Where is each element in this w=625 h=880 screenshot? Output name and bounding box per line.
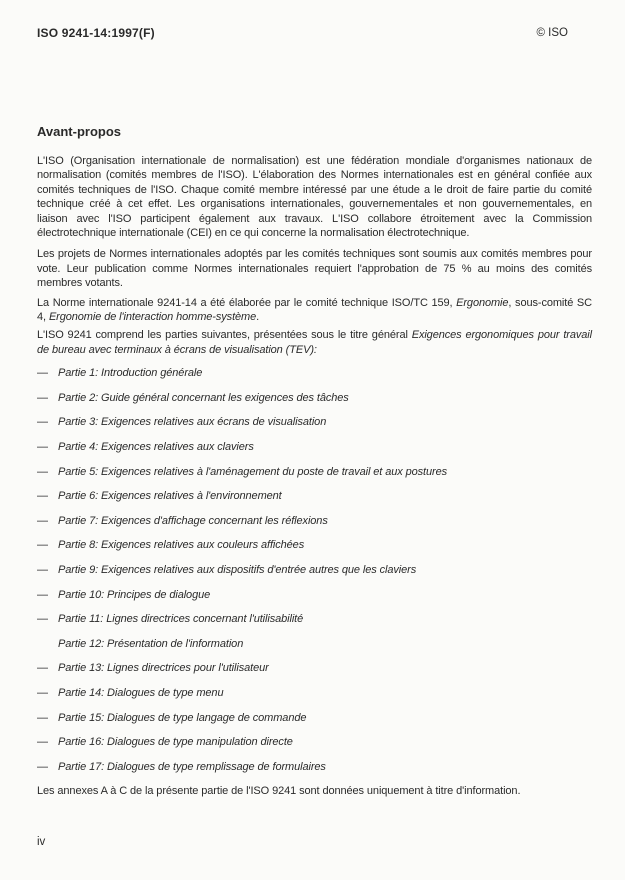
copyright-notice: © ISO [536, 27, 568, 39]
list-dash: — [37, 564, 48, 577]
text-run: La Norme internationale 9241-14 a été élaborée par le comité technique ISO/TC 159, [37, 296, 457, 309]
italic-run: Exigences ergonomiques pour travail de bureau avec terminaux à écrans de visualisation (TEV): [37, 329, 592, 356]
list-dash: — [37, 465, 48, 478]
list-item-label: Partie 4: Exigences relatives aux claviers [58, 441, 254, 454]
list-dash: — [37, 391, 48, 404]
list-item [37, 760, 592, 774]
parts-list [37, 366, 592, 774]
list-dash: — [37, 367, 48, 380]
list-item [37, 366, 592, 380]
list-item-label: Partie 14: Dialogues de type menu [58, 687, 224, 699]
paragraph-parts-intro [37, 328, 592, 357]
list-dash: — [37, 539, 48, 552]
section-title: Avant-propos [37, 124, 122, 139]
list-item [37, 661, 592, 675]
list-dash: — [37, 687, 48, 699]
list-item [37, 391, 592, 405]
paragraph-voting: Les projets de Normes internationales adoptés par les comités techniques sont soumis aux comités membres pour vote. Leur publication comme Normes internationales requiert l'approbation de 75 % au moins des comités membres votants. [37, 248, 592, 290]
list-dash: — [37, 760, 48, 773]
doc-reference: ISO 9241-14:1997(F) [37, 26, 155, 40]
list-dash: — [37, 736, 48, 749]
list-item [37, 465, 592, 479]
list-item-label: Partie 6: Exigences relatives à l'environnement [58, 490, 282, 503]
list-item-label: Partie 9: Exigences relatives aux dispositifs d'entrée autres que les claviers [58, 564, 417, 577]
list-item [37, 563, 592, 577]
list-item-label: Partie 7: Exigences d'affichage concernant les réflexions [58, 514, 328, 527]
page-header [37, 26, 592, 40]
list-item-label: Partie 16: Dialogues de type manipulation directe [58, 736, 293, 749]
paragraph-intro-iso: L'ISO (Organisation internationale de normalisation) est une fédération mondiale d'organismes nationaux de normalisation (comités membres de l'ISO). L'élaboration des Normes internationales est en général confiée aux comités techniques de l'ISO. Chaque comité membre intéressé par une étude a le droit de faire partie du comité technique créé à cet effet. Les organisations internationales, gouvernementales et non gouvernementales, en liaison avec l'ISO participent également aux travaux. L'ISO collabore étroitement avec la Commission électrotechnique internationale (CEI) en ce qui concerne la normalisation électrotechnique. [37, 155, 592, 240]
list-item-label: Partie 12: Présentation de l'information [58, 637, 244, 650]
list-item-label: Partie 2: Guide général concernant les exigences des tâches [58, 391, 349, 404]
list-item [37, 514, 592, 528]
list-item [37, 686, 592, 700]
list-item [37, 711, 592, 725]
list-item-label: Partie 10: Principes de dialogue [58, 588, 211, 601]
list-item [37, 489, 592, 503]
list-item [37, 415, 592, 429]
list-item-label: Partie 8: Exigences relatives aux couleurs affichées [58, 539, 305, 552]
list-item [37, 735, 592, 749]
list-item-label: Partie 11: Lignes directrices concernant l'utilisabilité [58, 613, 304, 626]
list-item [37, 612, 592, 626]
list-dash: — [37, 588, 48, 601]
paragraph-annexes: Les annexes A à C de la présente partie de l'ISO 9241 sont données uniquement à titre d'information. [37, 785, 521, 798]
list-item-label: Partie 17: Dialogues de type remplissage de formulaires [58, 760, 326, 773]
list-item [37, 637, 592, 651]
list-item-label: Partie 1: Introduction générale [58, 367, 203, 380]
page-number: iv [37, 836, 46, 848]
list-item-label: Partie 15: Dialogues de type langage de commande [58, 711, 307, 724]
list-item-label: Partie 5: Exigences relatives à l'aménagement du poste de travail et aux postures [58, 465, 448, 478]
list-dash: — [37, 711, 48, 724]
text-run: . [256, 311, 260, 324]
list-dash: — [37, 490, 48, 503]
list-item [37, 588, 592, 602]
list-dash [37, 637, 58, 651]
paragraph-committee [37, 296, 592, 325]
list-dash: — [37, 613, 48, 626]
body-text [37, 154, 592, 799]
italic-run: Ergonomie [456, 296, 509, 309]
text-run: , sous-comité SC 4, [37, 296, 592, 324]
list-item [37, 440, 592, 454]
list-item-label: Partie 13: Lignes directrices pour l'utilisateur [58, 662, 269, 675]
list-dash: — [37, 662, 48, 675]
text-run: L'ISO 9241 comprend les parties suivantes, présentées sous le titre général [37, 329, 412, 342]
italic-run: Ergonomie de l'interaction homme-système [48, 311, 257, 324]
list-item-label: Partie 3: Exigences relatives aux écrans de visualisation [58, 416, 327, 429]
list-item [37, 538, 592, 552]
list-dash: — [37, 441, 48, 454]
list-dash: — [37, 416, 48, 429]
list-dash: — [37, 514, 48, 527]
